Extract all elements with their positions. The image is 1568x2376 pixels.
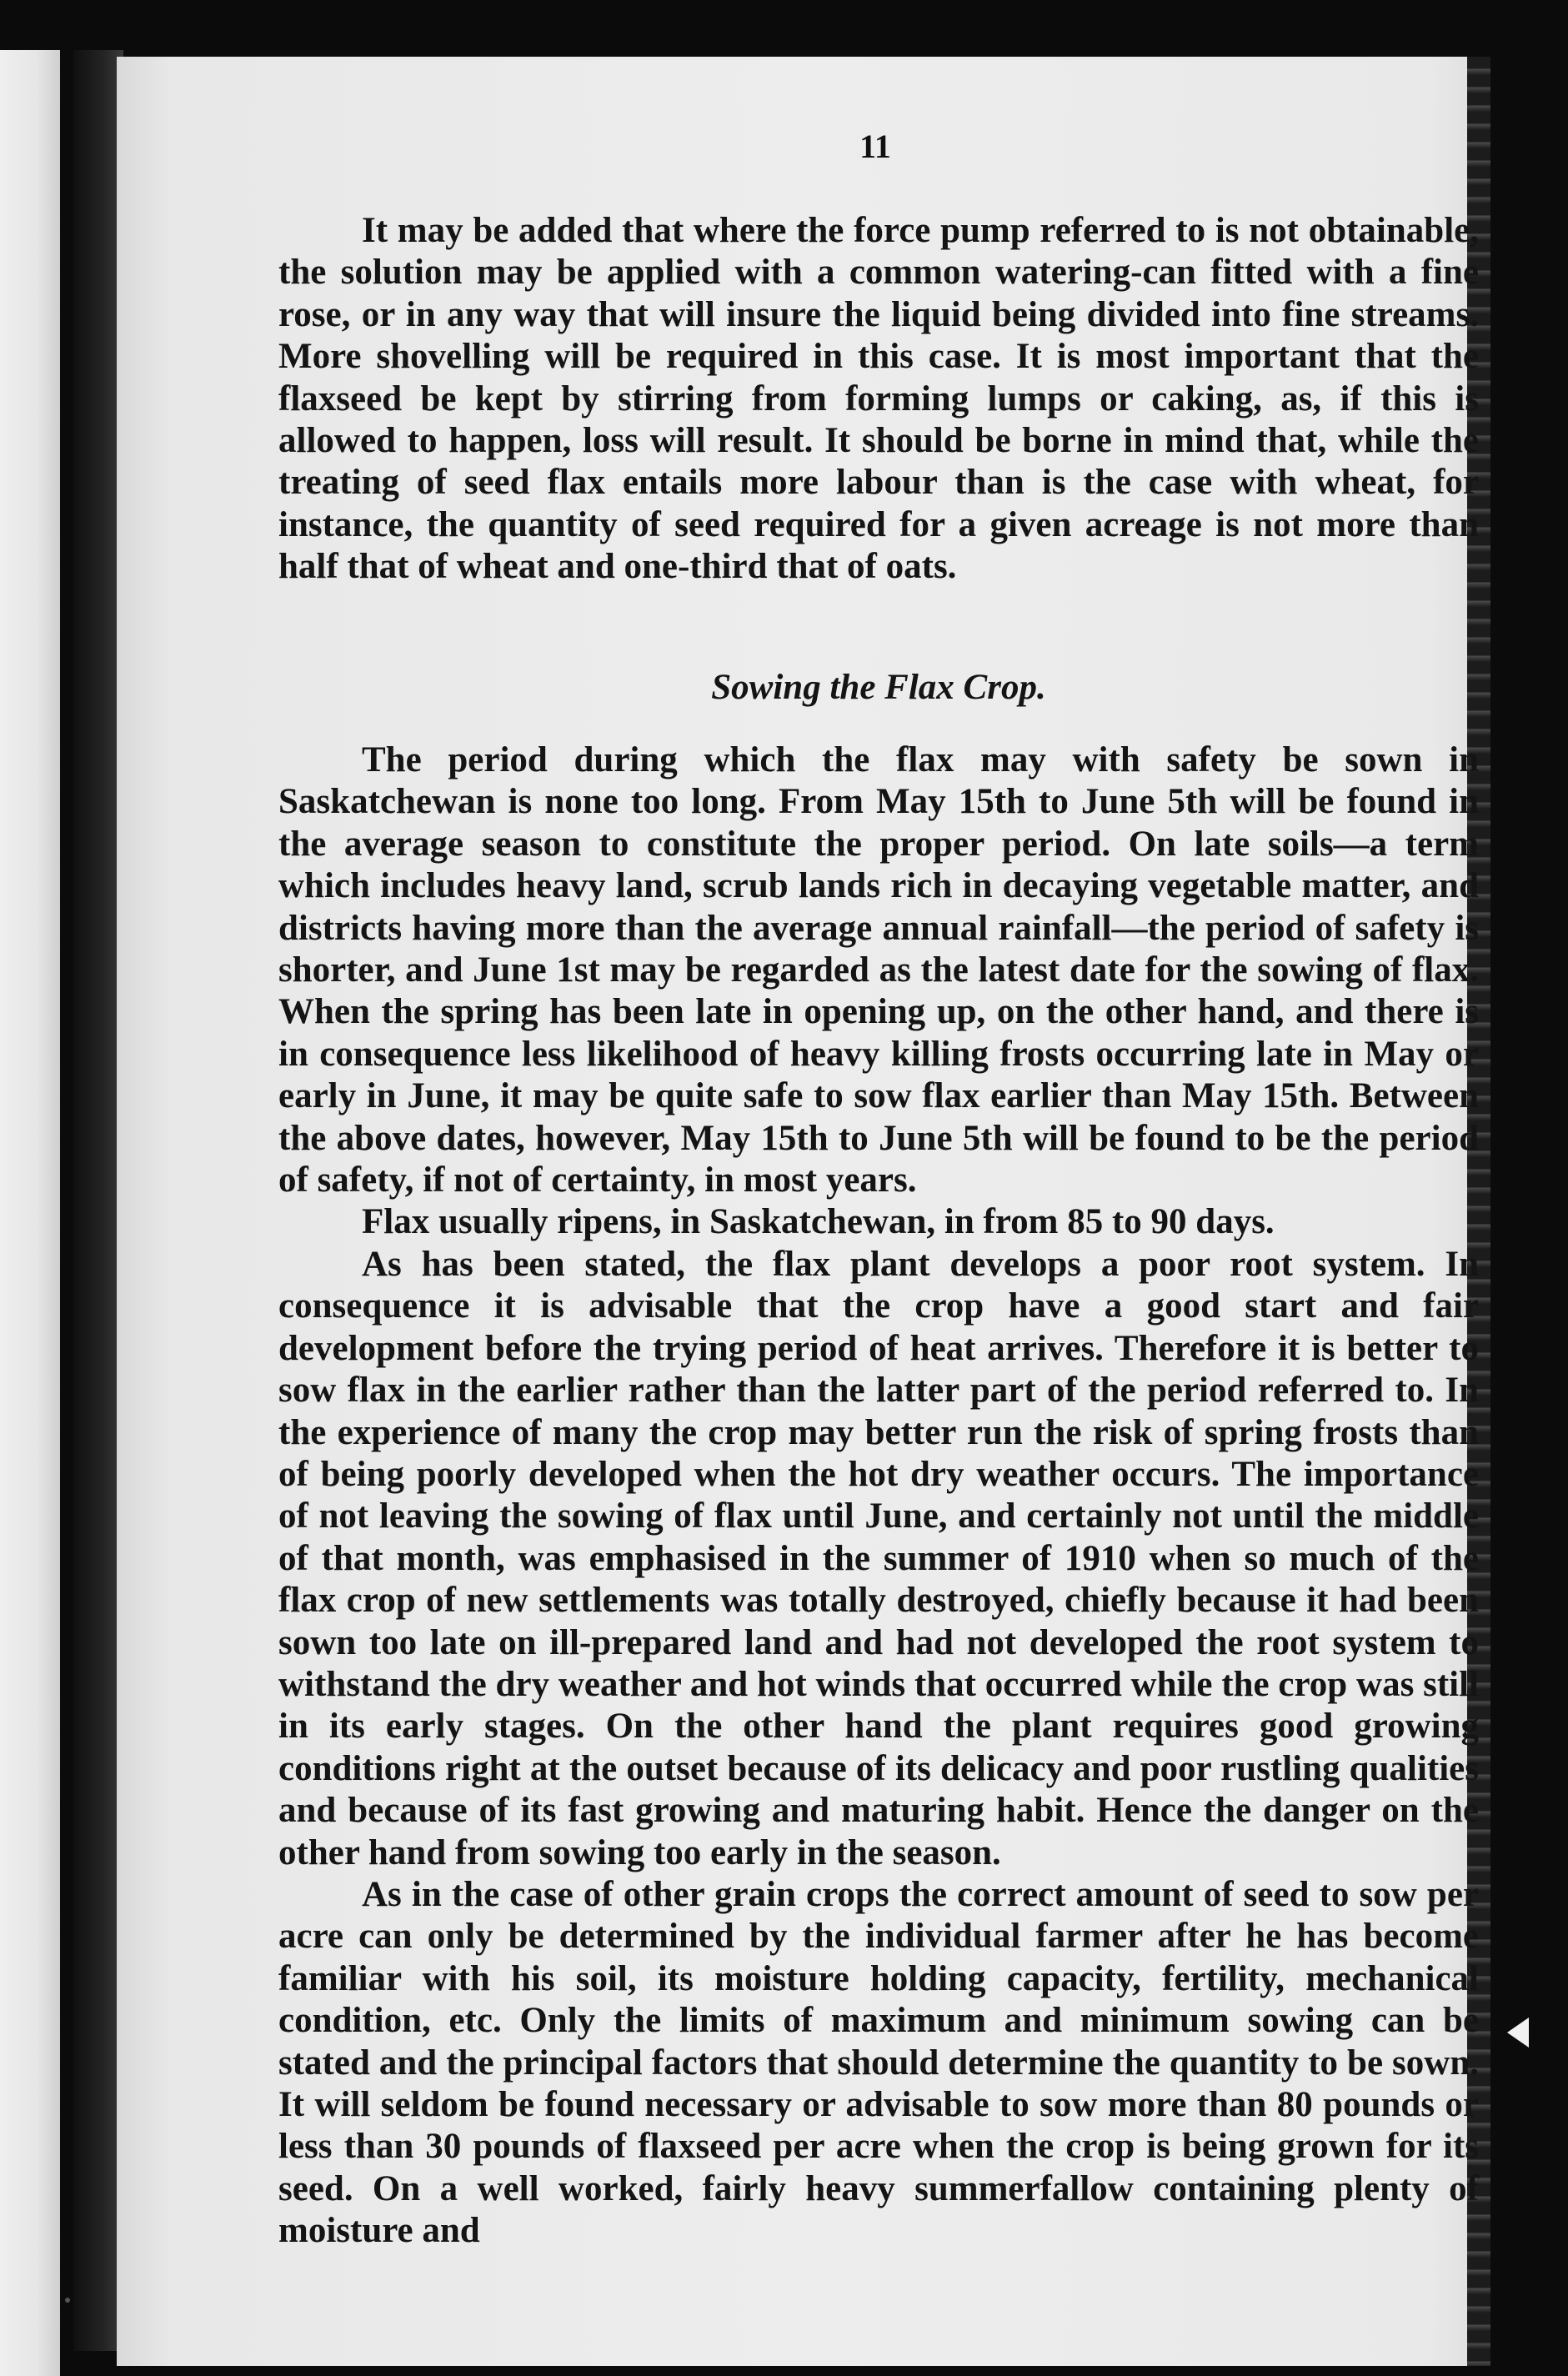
page-number: 11	[859, 128, 891, 165]
paragraph: Flax usually ripens, in Saskatchewan, in from 85 to 90 days.	[362, 1202, 1275, 1242]
opening-text-block	[278, 210, 1479, 589]
section-heading: Sowing the Flax Crop.	[711, 668, 1046, 707]
paragraph: It may be added that where the force pump referred to is not obtainable, the solution may be applied with a common watering-can fitted with a fine rose, or in any way that will insure the liquid being divided into fine streams. More shovelling will be required in this case. It is most important that the flaxseed be kept by stirring from forming lumps or caking, as, if this is allowed to happen, loss will result. It should be borne in mind that, while the treating of seed flax entails more labour than is the case with wheat, for instance, the quantity of seed required for a given acreage is not more than half that of wheat and one-third that of oats.	[278, 211, 1479, 587]
paragraph: As has been stated, the flax plant develops a poor root system. In consequence it is advisable that the crop have a good start and fair development before the trying period of heat arrives. Therefore it is better to sow flax in the earlier rather than the latter part of the period referred to. In the experience of many the crop may better run the risk of spring frosts than of being poorly developed when the hot dry weather occurs. The importance of not leaving the sowing of flax until June, and certainly not until the middle of that month, was emphasised in the summer of 1910 when so much of the flax crop of new settlements was totally destroyed, chiefly because it had been sown too late on ill-prepared land and had not developed the root system to withstand the dry weather and hot winds that occurred while the crop was still in its early stages. On the other hand the plant requires good growing conditions right at the outset because of its delicacy and poor rustling qualities and because of its fast growing and maturing habit. Hence the danger on the other hand from sowing too early in the season.	[278, 1244, 1479, 1872]
paragraph: The period during which the flax may with safety be sown in Saskatchewan is none too long. From May 15th to June 5th will be found in the average season to constitute the proper period. On late soils—a term which includes heavy land, scrub lands rich in decaying vegetable matter, and districts having more than the average annual rainfall—the period of safety is shorter, and June 1st may be regarded as the latest date for the sowing of flax. When the spring has been late in opening up, on the other hand, and there is in consequence less likelihood of heavy killing frosts occurring late in May or early in June, it may be quite safe to sow flax earlier than May 15th. Between the above dates, however, May 15th to June 5th will be found to be the period of safety, if not of certainty, in most years.	[278, 740, 1479, 1201]
paragraph: As in the case of other grain crops the correct amount of seed to sow per acre can only be determined by the individual farmer after he has become familiar with his soil, its moisture holding capacity, fertility, mechanical condition, etc. Only the limits of maximum and minimum sowing can be stated and the principal factors that should determine the quantity to be sown. It will seldom be found necessary or advisable to sow more than 80 pounds or less than 30 pounds of flaxseed per acre when the crop is being grown for its seed. On a well worked, fairly heavy summerfallow containing plenty of moisture and	[278, 1874, 1479, 2251]
section-text-block	[278, 739, 1479, 2253]
book-binding-shadow	[73, 50, 123, 2351]
scan-speck	[65, 2298, 70, 2303]
adjacent-page-edge	[0, 50, 60, 2376]
edge-tab-marker	[1507, 2018, 1529, 2048]
